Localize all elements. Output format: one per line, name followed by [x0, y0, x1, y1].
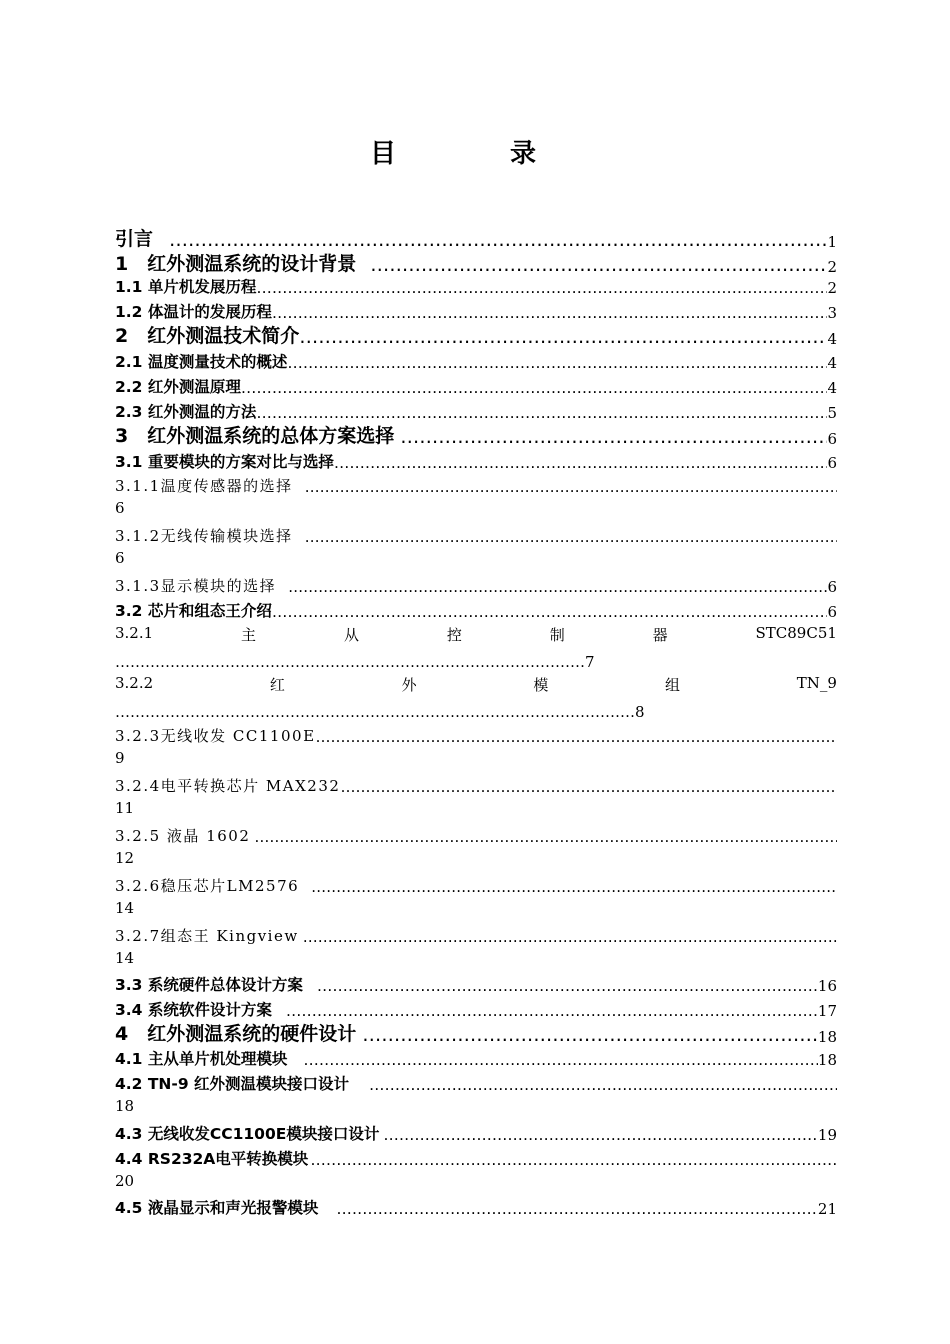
toc-entry[interactable] — [115, 400, 837, 422]
dot-leader — [317, 977, 818, 995]
dot-leader — [369, 1076, 837, 1094]
toc-entry-page: 2 — [827, 258, 837, 276]
dot-leader — [370, 254, 827, 276]
toc-entry-justified[interactable] — [115, 624, 837, 646]
toc-entry[interactable] — [115, 1020, 837, 1046]
toc-entry-label-part: 红 — [269, 676, 285, 694]
page-title: 目 录 — [369, 139, 580, 169]
toc-entry-label: 2.1 温度测量技术的概述 — [115, 353, 288, 371]
dot-leader — [256, 279, 827, 297]
dot-leader — [256, 404, 827, 422]
dot-leader — [115, 703, 635, 721]
toc-entry-page: 4 — [827, 330, 837, 348]
toc-entry-label: 4.2 TN-9 红外测温模块接口设计 — [115, 1075, 350, 1093]
dot-leader — [334, 454, 828, 472]
toc-entry[interactable] — [115, 524, 837, 546]
dot-leader — [316, 728, 837, 746]
toc-entry-page: 8 — [635, 703, 645, 721]
toc-entry-label: 3.3 系统硬件总体设计方案 — [115, 976, 303, 994]
toc-entry-label: 4.3 无线收发CC1100E模块接口设计 — [115, 1125, 380, 1143]
dot-leader — [336, 1200, 818, 1218]
dot-leader — [311, 878, 837, 896]
toc-entry-page: 3 — [827, 304, 837, 322]
toc-entry-page: 17 — [817, 1002, 837, 1020]
toc-entry-page: 18 — [817, 1051, 837, 1069]
toc-entry-label-part: 制 — [549, 626, 565, 644]
dot-leader — [310, 1151, 837, 1169]
toc-entry-label: 2 红外测温技术简介 — [115, 325, 300, 347]
toc-entry-label: 3.1 重要模块的方案对比与选择 — [115, 453, 334, 471]
toc-entry[interactable] — [115, 450, 837, 472]
toc-entry[interactable] — [115, 275, 837, 297]
toc-entry[interactable] — [115, 874, 837, 896]
toc-entry[interactable] — [115, 1122, 837, 1144]
toc-entry-label: 1.1 单片机发展历程 — [115, 278, 257, 296]
toc-entry-page: 14 — [115, 949, 135, 967]
toc-entry-label: 3.2.4电平转换芯片 MAX232 — [115, 777, 341, 795]
dot-leader — [305, 528, 837, 546]
toc-entry-label-part: 外 — [401, 676, 417, 694]
dot-leader — [340, 778, 837, 796]
toc-entry-label: 3.2.3无线收发 CC1100E — [115, 727, 316, 745]
toc-entry[interactable] — [115, 225, 837, 251]
toc-entry-label: 4.1 主从单片机处理模块 — [115, 1050, 288, 1068]
toc-entry-page: 19 — [817, 1126, 837, 1144]
toc-entry-label-part: 器 — [652, 626, 668, 644]
dot-leader — [303, 928, 837, 946]
toc-entry-page: 6 — [115, 549, 125, 567]
toc-entry-page: 9 — [115, 749, 125, 767]
toc-entry-label: 3.1.3显示模块的选择 — [115, 577, 277, 595]
toc-entry-page: 5 — [827, 404, 837, 422]
toc-entry-label: 3 红外测温系统的总体方案选择 — [115, 425, 395, 447]
toc-entry-page: 1 — [827, 233, 837, 251]
toc-entry-label: 4 红外测温系统的硬件设计 — [115, 1023, 357, 1045]
toc-entry[interactable] — [115, 322, 837, 348]
toc-entry-label-part: TN_9 — [796, 674, 837, 692]
dot-leader — [299, 326, 827, 348]
toc-entry-label-part: 从 — [343, 626, 359, 644]
toc-entry-page: 20 — [115, 1172, 135, 1190]
toc-entry-page: 7 — [585, 653, 595, 671]
toc-entry-page: 11 — [115, 799, 135, 817]
toc-entry-page: 16 — [817, 977, 837, 995]
toc-entry-label: 引言 — [115, 228, 154, 250]
toc-entry-page: 4 — [827, 354, 837, 372]
toc-entry-page: 12 — [115, 849, 135, 867]
dot-leader — [254, 828, 837, 846]
toc-entry[interactable] — [115, 1147, 837, 1169]
toc-entry-page: 21 — [817, 1200, 837, 1218]
toc-entry-label: 4.5 液晶显示和声光报警模块 — [115, 1199, 319, 1217]
toc-entry-page: 4 — [827, 379, 837, 397]
toc-entry[interactable] — [115, 1196, 837, 1218]
toc-entry[interactable] — [115, 375, 837, 397]
toc-entry-label: 3.2.6稳压芯片LM2576 — [115, 877, 300, 895]
dot-leader — [115, 653, 585, 671]
toc-entry-justified[interactable] — [115, 674, 837, 696]
toc-entry-label-part: 3.2.2 — [115, 674, 154, 692]
toc-entry-label: 2.2 红外测温原理 — [115, 378, 241, 396]
toc-entry-page: 6 — [827, 578, 837, 596]
dot-leader — [241, 379, 828, 397]
toc-entry-page: 6 — [827, 430, 837, 448]
dot-leader — [303, 1051, 818, 1069]
toc-entry[interactable] — [115, 824, 837, 846]
toc-entry[interactable] — [115, 774, 837, 796]
toc-entry-label-part: 控 — [446, 626, 462, 644]
toc-entry-page: 2 — [827, 279, 837, 297]
toc-entry[interactable] — [115, 724, 837, 746]
toc-entry[interactable] — [115, 250, 837, 276]
toc-entry[interactable] — [115, 973, 837, 995]
toc-entry[interactable] — [115, 924, 837, 946]
toc-entry[interactable] — [115, 422, 837, 448]
dot-leader — [272, 304, 828, 322]
dot-leader — [305, 478, 837, 496]
toc-entry-label: 3.2.7组态王 Kingview — [115, 927, 299, 945]
toc-entry-page: 6 — [115, 499, 125, 517]
toc-entry-label-part: 主 — [241, 626, 257, 644]
toc-entry[interactable] — [115, 574, 837, 596]
toc-entry-label: 1 红外测温系统的设计背景 — [115, 253, 357, 275]
toc-entry-page: 18 — [817, 1028, 837, 1046]
toc-entry[interactable] — [115, 474, 837, 496]
toc-entry[interactable] — [115, 998, 837, 1020]
toc-entry[interactable] — [115, 599, 837, 621]
toc-entry[interactable] — [115, 1047, 837, 1069]
toc-entry-label: 3.2 芯片和组态王介绍 — [115, 602, 272, 620]
toc-entry-label: 4.4 RS232A电平转换模块 — [115, 1150, 309, 1168]
dot-leader — [286, 1002, 818, 1020]
toc-entry-label: 3.1.1温度传感器的选择 — [115, 477, 293, 495]
dot-leader — [383, 1126, 818, 1144]
toc-entry-page: 6 — [827, 603, 837, 621]
toc-entry-continuation — [115, 649, 595, 671]
toc-entry-page: 18 — [115, 1097, 135, 1115]
toc-entry-label-part: 3.2.1 — [115, 624, 154, 642]
toc-entry-label: 3.4 系统软件设计方案 — [115, 1001, 272, 1019]
dot-leader — [272, 603, 828, 621]
toc-entry-continuation — [115, 699, 645, 721]
toc-entry-label: 3.2.5 液晶 1602 — [115, 827, 251, 845]
toc-entry[interactable] — [115, 1072, 837, 1094]
toc-entry[interactable] — [115, 300, 837, 322]
toc-entry-page: 14 — [115, 899, 135, 917]
toc-entry-label: 2.3 红外测温的方法 — [115, 403, 257, 421]
dot-leader — [288, 578, 827, 596]
toc-entry[interactable] — [115, 350, 837, 372]
dot-leader — [362, 1024, 818, 1046]
toc-entry-label: 3.1.2无线传输模块选择 — [115, 527, 293, 545]
toc-entry-label: 1.2 体温计的发展历程 — [115, 303, 272, 321]
toc-entry-label-part: STC89C51 — [755, 624, 837, 642]
toc-entry-label-part: 模 — [533, 676, 549, 694]
toc-entry-page: 6 — [827, 454, 837, 472]
toc-entry-label-part: 组 — [665, 676, 681, 694]
dot-leader — [287, 354, 827, 372]
dot-leader — [400, 426, 827, 448]
dot-leader — [169, 229, 827, 251]
